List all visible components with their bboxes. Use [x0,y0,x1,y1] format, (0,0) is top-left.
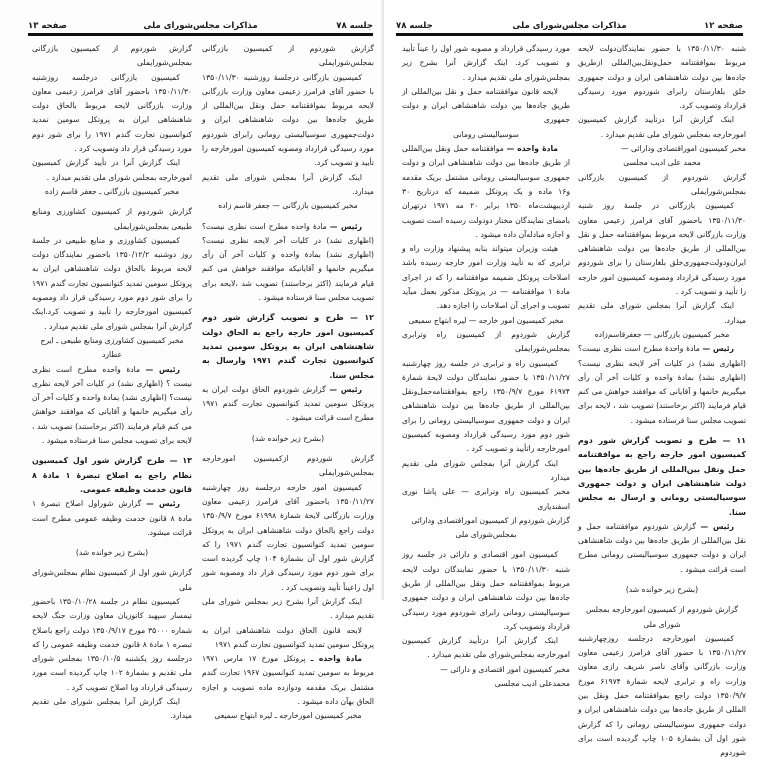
paragraph [32,546,192,560]
speaker-label: رئیس — [145,364,180,374]
paragraph-text: مخبر کمیسیون امورخارجه ـ لیره ابتهاج سمیعی [214,711,362,721]
paragraph-text: گزارش شوردوم الحاق دولت ایران به پروتکل سومین تمدید کنوانسیون تجارت گندم ۱۹۷۱ مطرح است قرائت میشود . [202,384,374,423]
paragraph-text: گزارش شوردوم از کمیسیون امورخارجه بمجلس شورای ملی [585,605,739,629]
paragraph-text: مخبر کمیسیون کشاورزی ومنابع طبیعی ـ ایرج عطارد [40,335,184,360]
paragraph [578,520,746,577]
paragraph-text: گزارش شوردوم از کمیسیون اموراقتصادی ودارائی [411,515,570,525]
paragraph [32,695,192,724]
paragraph-text: محمدعلی ادیب مجلسی [494,679,570,689]
speaker-label: رئیس — [146,499,180,509]
paragraph [578,603,746,632]
paragraph [402,357,570,457]
journal-title: مذاکرات مجلس‌شورای ملی [143,21,258,31]
text-column-left [402,42,570,691]
paragraph-text: اینک گزارش آنرا درتأیید گزارش کمیسیون امورخارجه بمجلس شورای ملی تقدیم میدارد . [578,115,746,139]
paragraph [578,171,746,200]
paragraph-text: کمیسیون کشاورزی و منابع طبیعی در جلسهٔ روز دوشنبه ۱۳۵۰/۱۲/۲ باحضور نمایندگان دولت لایحه مربوط بالحاق دولت شاهنشاهی ایران به پروتکل سومین تمدید کنوانسیون تجارت گندم ۱۹۷۱ را برای شور دوم مورد رسیدگی قرار داد ومصوبه کمیسیون امورخارجه را تأیید و تصویب کرد.اینک گزارش آنرا بمجلس شورای ملی تقدیم میدارد . [32,235,192,331]
paragraph-text: مخبر کمیسیون اموراقتصادی ودارائی — [621,144,746,154]
paragraph [402,242,570,313]
paragraph [32,42,192,71]
page-number: صفحه ۱۳ [28,21,67,31]
paragraph [578,632,746,761]
paragraph [202,42,374,71]
paragraph [202,709,374,723]
paragraph [402,457,570,486]
paragraph-text: گزارش شوردوم از کمیسیون راه وترابری بمجلس‌شورایملی [402,329,570,354]
paragraph [402,42,570,85]
paragraph [202,199,374,213]
paragraph-text: گزارش شوردوم از کمیسیون کشاورزی ومنابع طبیعی بمجلس‌شورایملی [32,207,192,231]
paragraph-text: (بشرح زیر خوانده شد) [625,584,699,594]
paragraph [202,220,374,306]
paragraph [202,432,374,446]
paragraph-text: اینک گزارش آنرا بشرح زیر بمجلس شورای ملی تقدیم میدارد . [202,596,374,621]
text-column-right [578,42,746,761]
page-number: صفحه ۱۲ [704,21,743,31]
paragraph-text: مخبر کمیسیون امور اقتصادی و دارائی — [440,664,570,674]
paragraph-text: بمجلس‌شورای ملی [455,530,517,540]
paragraph-text: مادهٔ واحده مطرح است نظری نیست ؟ (اظهاری نشد) در کلیات آخر لایحه نظری نیست؟ (اظهاری نشد) بمادهٔ واحده و کلیات آخر آن رأی میگیریم خانمها و آقایانی که موافقند خواهش می کنم قیام فرمایند (اکثر برخاستند) تصویب شد ، لایحه برای تصویب مجلس سنا فرستاده میشود . [32,364,192,446]
paragraph [402,314,570,328]
paragraph-text: گزارش شوردوم از کمیسیون بازرگانی بمجلس‌شورایملی [202,44,374,68]
journal-title: مذاکرات مجلس‌شورای ملی [512,21,627,31]
paragraph-text: ۱۳ — طرح گزارش شور اول کمیسیون نظام راجع به اصلاح تبصرهٔ ۱ مادهٔ ۸ قانون خدمت وظیفه عمومی. [32,456,192,494]
text-column-right [202,42,374,724]
paragraph [578,156,746,170]
paragraph [32,71,192,157]
paragraph-text: گزارش شوردوم ازکمیسیون امورخارجه بمجلس‌شورایملی [202,454,374,478]
paragraph-text: محمد علی ادیب مجلسی [623,158,701,168]
paragraph-text: ۱۱ — طرح و تصویب گزارش شور دوم کمیسیون امور خارجه راجع به موافقتنامه حمل ونقل بین‌المللی از طریق جاده‌ها بین دولت شاهنشاهی ایران و دولت جمهوری سوسیالیستی رومانی و ارسال به مجلس سنا. [578,436,746,517]
paragraph [32,156,192,185]
paragraph [202,171,374,200]
paragraph-text: کمیسیون امورخارجه درجلسه روزچهارشنبه ۱۳۵۰/۱۱/۲۷ با حضور آقای فرامرز زعیمی معاون وزارت بازرگانی وآقای ناصر شریف رازی معاون وزارت راه و ترابری لایحه شمارهٔ ۶۱۹۷۴ مورخ ۱۳۵۰/۹/۷ دولت راجع بموافقتنامه حمل ونقل بین المللی از طریق جاده‌ها بین دولت شاهنشاهی ایران و دولت جمهوری سوسیالیستی رومانی را که گزارش شور اول آن بشمارهٔ ۱۰۵ چاپ گردیده است برای شوردوم [578,633,746,758]
paragraph [402,663,570,677]
paragraph-text: مخبر کمیسیون راه وترابری — علی پاشا نوری اسفندیاری [402,487,570,511]
paragraph [32,595,192,695]
paragraph-text: گزارش شور اول از کمیسیون نظام بمجلس‌شورای ملی [32,568,192,592]
speaker-label: مادهٔ واحده ـ [310,654,362,664]
paragraph [202,452,374,481]
session-number: جلسه ۷۸ [396,21,433,31]
paragraph [402,634,570,663]
paragraph [578,328,746,342]
speaker-label: مادهٔ واحده — [506,144,558,154]
paragraph-text: اینک گزارش آنرا بمجلس شورای ملی تقدیم میدارد. [578,301,746,325]
paragraph [402,128,570,142]
paragraph-text: کمیسیون راه و ترابری در جلسه روز چهارشنبه ۱۳۵۰/۱۱/۲۷ با حضور نمایندگان دولت لایحهٔ شمارهٔ ۶۱۹۷۴ مورخ ۱۳۵۰/۹/۷ راجع بموافقتنامه‌حمل‌ونقل بین‌المللی از طریق جاده‌ها بین دولت شاهنشاهی ایران و دولت جمهوری سوسیالیستی رومانی را برای شور دوم مورد رسیدگی قرارداد ومصوبه کمیسیون امورخارجه راتأیید و تصویب کرد . [402,358,571,454]
speaker-label: رئیس — [329,221,362,231]
paragraph-text: اینک گزارش آنرا بمجلس شورای ملی تقدیم میدارد [402,458,570,482]
paragraph [202,624,374,653]
paragraph [578,142,746,156]
header-rule [28,33,373,36]
paragraph [578,299,746,328]
paragraph [32,234,192,334]
paragraph-text: ۱۲ — طرح و تصویب گزارش شور دوم کمیسیون امور خارجه راجع به الحاق دولت شاهنشاهی ایران به پروتکل سومین تمدید کنوانسیون تجارت گندم ۱۹۷۱ وارسال به مجلس سنا. [202,313,374,380]
paragraph-text: گزارش شوراول اصلاح تبصرهٔ ۱ مادهٔ ۸ قانون خدمت وظیفه عمومی مطرح است قرائت میشود. [32,499,193,537]
right-page [384,0,765,758]
section-heading [32,454,192,497]
header-rule [396,33,743,36]
paragraph [578,42,746,113]
paragraph [402,485,570,514]
paragraph [32,205,192,234]
paragraph-text: کمیسیون بازرگانی در جلسهٔ روز شنبه ۱۳۵۰/۱۱/۳۰ باحضور آقای فرامرز زعیمی معاون وزارت بازرگانی لایحه مربوط بموافقتنامه حمل و نقل بین‌المللی از طریق جاده‌ها بین دولت شاهنشاهی ایران‌ودولت‌جمهوری‌خلق بلغارستان را برای شوردوم مورد رسیدگی قرارداد ومصوبه کمیسیون امور خارجه را تأیید و تصویب کرد . [578,201,746,297]
paragraph [402,677,570,691]
section-heading [578,434,746,520]
paragraph [32,185,192,199]
speaker-label: رئیس — [700,521,735,531]
paragraph [32,566,192,595]
paragraph-text: کمیسیون نظام در جلسه ۱۳۵۰/۱۰/۲۸ باحضور تیمسار سپهبد کاتوزیان معاون وزارت جنگ لایحه شماره ۳۵۰۰۰ مورخ ۱۳۵۰/۹/۱۷ دولت راجع باصلاح تبصره ۱ مادهٔ ۸ قانون خدمت وظیفه عمومی را که درجلسه روز یکشنبه ۱۳۵۰/۱۰/۵ بمجلس شورای ملی تقدیم و بشمارهٔ ۱۰۲ چاپ گردیده است مورد رسیدگی قرارداد وبا اصلاح تصویب کرد . [32,596,192,692]
speaker-label: رئیس — [329,384,362,394]
paragraph [402,528,570,542]
paragraph-text: اینک گزارش آنرا درتأیید گزارش کمیسیون امورخارجه بمجلس‌شورای ملی تقدیم میدارد . [402,636,570,660]
paragraph [202,383,374,426]
paragraph-text: مخبر کمیسیون بازرگانی ـ جعفر قاسم زاده [44,186,180,196]
paragraph [402,142,570,242]
paragraph [32,363,192,449]
paragraph-text: هیئت وزیران میتواند بنابه پیشنهاد وزارت راه و ترابری که به تأیید وزارت امور خارجه رسیده باشد اصلاحات پروتکل ضمیمه موافقتنامه را که در اجرای مادهٔ ۱ موافقتنامه — در پروتکل مذکور بعمل میآید تصویب و اجرای آن اصلاحات را اجازه دهد. [402,244,570,311]
paragraph [202,71,374,171]
paragraph-text: کمیسیون بازرگانی درجلسه روزشنبه ۱۳۵۰/۱۱/۳۰ باحضور آقای فرامرز زعیمی معاون وزارت بازرگانی لایحه مربوط بالحاق دولت شاهنشاهی ایران به پروتکل سومین تمدید کنوانسیون تجارت گندم ۱۹۷۱ را برای شور دوم مورد رسیدگی قرار داد وتصویب کرد . [32,72,192,154]
paragraph [578,199,746,299]
paragraph-text: شنبه ۱۳۵۰/۱۱/۳۰ با حضور نمایندگان‌دولت لایحه مربوط بموافقتنامه حمل‌ونقل‌بین‌المللی ازطریق جاده‌ها بین دولت شاهنشاهی ایران و دولت جمهوری خلق بلغارستان رابرای شوردوم مورد رسیدگی قرارداد وتصویب کرد. [578,44,746,111]
left-page [0,0,383,721]
paragraph-text: (بشرح زیر خوانده شد) [75,548,149,558]
paragraph-text: گزارش شوردوم از کمیسیون بازرگانی بمجلس‌شورایملی [32,44,192,68]
paragraph-text: مورد رسیدگی قرارداد و مصوبه شور اول را عیناً تأیید و تصویب کرد. اینک گزارش آنرا بشرح زیر بمجلس‌شورای ملی تقدیم میدارد . [402,44,570,82]
paragraph-text: گزارش شوردوم موافقتنامه حمل و نقل بین‌المللی از طریق جاده‌ها بین دولت شاهنشاهی ایران و دولت جمهوری سوسیالیستی رومانی مطرح است قرائت میشود . [578,521,746,574]
session-number: جلسه ۷۸ [336,21,373,31]
text-column-left [32,42,192,724]
paragraph-text: اینک گزارش آنرا بمجلس شورای ملی تقدیم میدارد. [202,172,374,196]
paragraph-text: لایحه قانون الحاق دولت شاهنشاهی ایران به پروتکل سومین تمدید کنوانسیون تجارت گندم ۱۹۷۱ [202,625,374,649]
paragraph [578,583,746,597]
paragraph-text: سوسیالیستی رومانی [453,129,519,139]
paragraph-text: موافقتنامه حمل ونقل بین‌المللی از طریق جاده‌ها بین دولت شاهنشاهی ایران و دولت جمهوری سوسیالیستی رومانی مشتمل بریک مقدمه و۱۶ ماده و یک پروتکل ضمیمه که درتاریخ ۳۰ اردیبهشت‌ماه ۱۳۵۰ برابر ۲۰ مه ۱۹۷۱ درتهران بامضای نمایندگان مختار دودولت رسیده است تصویب و اجازه مبادله‌آن داده میشود . [402,144,570,239]
section-heading [202,311,374,382]
paragraph [202,481,374,595]
paragraph [32,497,192,540]
speaker-label: رئیس — [702,344,735,354]
paragraph-text: کمیسیون امور خارجه درجلسه روز چهارشنبه ۱۳۵۰/۱۱/۲۷ باحضور آقای فرامرز زعیمی معاون وزارت بازرگانی لایحهٔ شمارهٔ ۶۱۹۹۸ مورخ ۱۳۵۰/۹/۷ دولت راجع بالحاق دولت شاهنشاهی ایران به پروتکل سومین تمدید کنوانسیون تجارت گندم ۱۹۷۱ را که گزارش شور اول آن بشمارهٔ ۱۰۴ چاپ گردیده است برای شور دوم مورد رسیدگی قرار داد ومصوبه شور اول راعیناً تأیید وتصویب کرد . [202,482,375,592]
paragraph-text: مخبر کمیسیون بازرگانی — جعفرقاسم‌زاده [594,329,730,339]
paragraph-text: مخبر کمیسیون بازرگانی — جعفر قاسم زاده [218,201,358,211]
paragraph [32,334,192,363]
paragraph [202,652,374,709]
paragraph-text: کمیسیون امور اقتصادی و دارائی در جلسه روز شنبه ۱۳۵۰/۱۱/۳۰ با حضور نمایندگان دولت لایحه مربوط بموافقتنامه حمل ونقل بین‌المللی از طریق جاده‌ها بین دولت شاهنشاهی ایران و دولت جمهوری سوسیالیستی رومانی رابرای شوردوم مورد رسیدگی قرارداد وتصویب کرد. [402,550,570,631]
paragraph-text: گزارش شوردوم از کمیسیون بازرگانی بمجلس‌شورایملی [578,172,746,196]
paragraph-text: (بشرح زیر خوانده شد) [251,433,325,443]
paragraph [402,85,570,128]
paragraph-text: لایحه قانون موافقتنامه حمل و نقل بین‌المللی از طریق جاده‌ها بین دولت شاهنشاهی ایران و دولت جمهوری [402,86,570,125]
paragraph [402,328,570,357]
paragraph-text: اینک گزارش آنرا بمجلس شورای ملی تقدیم میدارد. [32,697,192,721]
paragraph [202,595,374,624]
paragraph-text: مادهٔ واحدهٔ مطرح است نظری نیست؟ (اظهاری نشد) در کلیات آخر لایحه نظری نیست؟ (اظهاری نشد) بمادهٔ واحده و کلیات آخر آن رأی میگیریم خانمها و آقایانی که موافقند خواهش می کنم قیام فرمایند (اکثر برخاستند) تصویب شد ، لایحه برای تصویب مجلس سنا فرستاده میشود . [578,344,746,425]
paragraph-text: مخبر کمیسیون امور خارجه — لیره ابتهاج سمیعی [408,315,564,325]
paragraph-text: اینک گزارش آنرا در تأیید گزارش کمیسیون امورخارجه بمجلس شورای ملی تقدیم میدارد . [32,158,192,182]
paragraph [578,342,746,428]
paragraph [402,548,570,634]
paragraph [578,113,746,142]
paragraph-text: مادهٔ واحده مطرح است نظری نیست؟ (اظهاری نشد) در کلیات آخر لایحه نظری نیست؟ (اظهاری نشد) بمادهٔ واحده و کلیات آخر آن رأی میگیریم خانمها و آقایانیکه موافقند خواهش می کنم قیام فرمایند (اکثر برخاستند) تصویب شد ،لایحه برای تصویب مجلس سنا فرستاده میشود . [202,221,374,303]
paragraph-text: پروتکل مورخ ۱۷ مارس ۱۹۷۱ مربوط به سومین تمدید کنوانسیون ۱۹۶۷ تجارت گندم مشتمل بریک مقدمه ودوازده ماده تصویب و اجازه الحاق بهآن داده میشود . [202,654,374,707]
paragraph-text: کمیسیون بازرگانی درجلسهٔ روزشنبه ۱۳۵۰/۱۱/۳۰ با حضور آقای فرامرز زعیمی معاون وزارت بازرگانی لایحه مربوط بموافقتنامه حمل ونقل بین‌المللی از طریق جاده‌ها بین دولت شاهنشاهی ایران و دولت‌جمهوری سوسیالیستی رومانی رابرای شوردوم مورد رسیدگی قرارداد ومصوبه کمیسیون امورخارجه را تأیید و تصویب کرد. [202,72,374,168]
paragraph [402,514,570,528]
